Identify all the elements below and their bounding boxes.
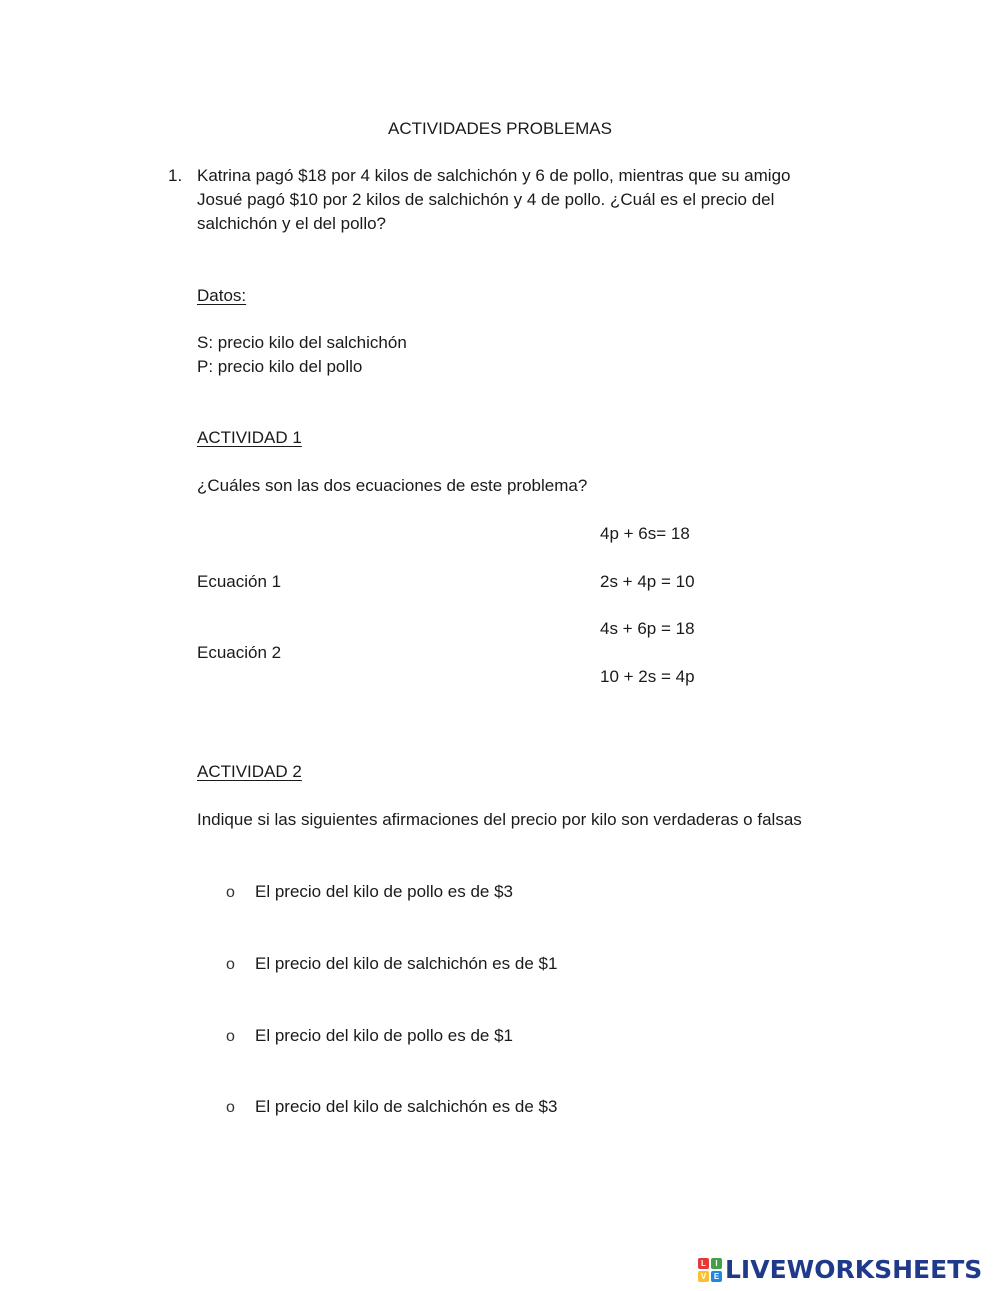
- equation-option[interactable]: 10 + 2s = 4p: [600, 667, 695, 686]
- equation-option[interactable]: 4s + 6p = 18: [600, 619, 695, 638]
- page-title: ACTIVIDADES PROBLEMAS: [388, 119, 612, 138]
- datos-item: S: precio kilo del salchichón: [197, 333, 407, 352]
- actividad2-heading: ACTIVIDAD 2: [197, 762, 302, 781]
- equation-option[interactable]: 2s + 4p = 10: [600, 572, 695, 591]
- actividad2-instruction: Indique si las siguientes afirmaciones del precio por kilo son verdaderas o falsas: [197, 810, 802, 829]
- statement-item[interactable]: El precio del kilo de salchichón es de $1: [255, 954, 558, 973]
- bullet-icon: o: [226, 956, 235, 973]
- statement-item[interactable]: El precio del kilo de salchichón es de $3: [255, 1097, 558, 1116]
- equation-1-label: Ecuación 1: [197, 572, 282, 591]
- bullet-icon: o: [226, 1028, 235, 1045]
- logo-icon: L I V E: [698, 1258, 722, 1282]
- statement-item[interactable]: El precio del kilo de pollo es de $3: [255, 882, 513, 901]
- datos-item: P: precio kilo del pollo: [197, 357, 363, 376]
- logo-text: LIVEWORKSHEETS: [725, 1255, 983, 1284]
- problem-line: salchichón y el del pollo?: [197, 214, 387, 233]
- actividad1-question: ¿Cuáles son las dos ecuaciones de este problema?: [197, 476, 588, 495]
- actividad1-heading: ACTIVIDAD 1: [197, 428, 302, 447]
- problem-line: Katrina pagó $18 por 4 kilos de salchichón y 6 de pollo, mientras que su amigo: [197, 166, 791, 185]
- bullet-icon: o: [226, 1099, 235, 1116]
- problem-line: Josué pagó $10 por 2 kilos de salchichón y 4 de pollo. ¿Cuál es el precio del: [197, 190, 775, 209]
- datos-heading: Datos:: [197, 286, 247, 305]
- equation-option[interactable]: 4p + 6s= 18: [600, 524, 690, 543]
- statement-item[interactable]: El precio del kilo de pollo es de $1: [255, 1026, 513, 1045]
- liveworksheets-logo: [698, 1256, 982, 1284]
- problem-number: 1.: [168, 166, 183, 185]
- bullet-icon: o: [226, 884, 235, 901]
- equation-2-label: Ecuación 2: [197, 643, 282, 662]
